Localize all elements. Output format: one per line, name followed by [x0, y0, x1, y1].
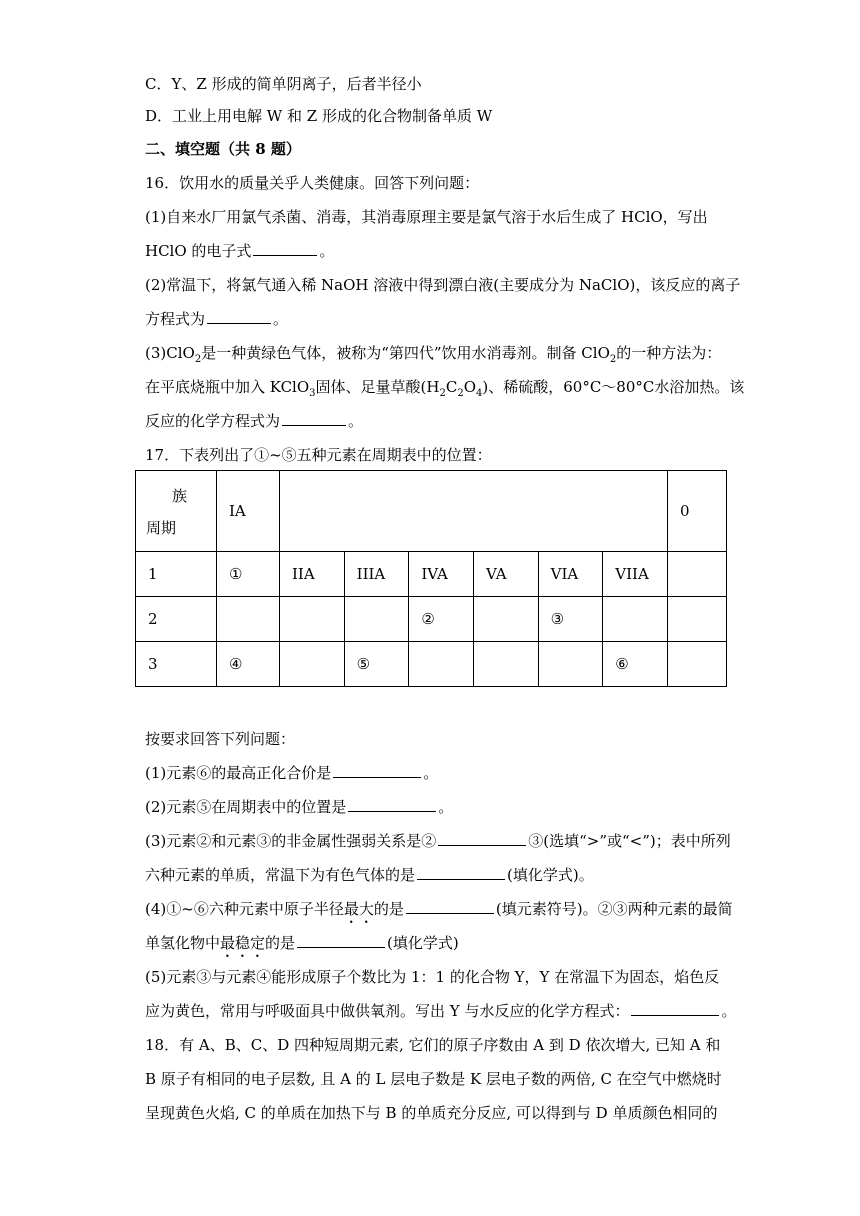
- corner-cell: [136, 471, 217, 552]
- emphasis-text: 最大: [343, 900, 374, 918]
- q17-stem: 17．下表列出了①~⑤五种元素在周期表中的位置：: [145, 446, 492, 464]
- element-cell: ③: [538, 597, 603, 642]
- q16-part3-line2: 在平底烧瓶中加入 KClO$_3$固体、足量草酸$(H_2C_2O_4)$、稀硫酸，60°C～80°C水浴加热。该: [145, 378, 745, 399]
- q17-part2: (2)元素⑤在周期表中的位置是 。: [145, 798, 454, 816]
- option-c: C．Y、Z 形成的简单阴离子，后者半径小: [145, 75, 422, 93]
- answer-blank[interactable]: [253, 241, 317, 256]
- period-label: 2: [136, 597, 217, 642]
- period-label: 1: [136, 552, 217, 597]
- answer-blank[interactable]: [297, 933, 385, 948]
- element-cell: [473, 597, 538, 642]
- element-cell: [473, 642, 538, 687]
- q17-part4-line1: (4)①~⑥六种元素中原子半径最大的是 (填元素符号)。②③两种元素的最简: [145, 900, 733, 918]
- q16-part2-line1: (2)常温下，将氯气通入稀 NaOH 溶液中得到漂白液(主要成分为 NaClO)，该反应的离子: [145, 276, 741, 294]
- answer-blank[interactable]: [406, 899, 494, 914]
- q17-part3-line1: (3)元素②和元素③的非金属性强弱关系是② ③(选填“>”或“<”)；表中所列: [145, 832, 731, 850]
- answer-blank[interactable]: [333, 763, 421, 778]
- element-cell: [280, 642, 345, 687]
- answer-blank[interactable]: [438, 831, 526, 846]
- q17-part5-line1: (5)元素③与元素④能形成原子个数比为 1：1 的化合物 Y，Y 在常温下为固态，焰色反: [145, 968, 720, 986]
- section-title: 二、填空题（共 8 题）: [145, 140, 301, 158]
- element-cell: [409, 642, 474, 687]
- element-cell: ②: [409, 597, 474, 642]
- q17-part3-line2: 六种元素的单质，常温下为有色气体的是 (填化学式)。: [145, 866, 594, 884]
- answer-blank[interactable]: [282, 411, 346, 426]
- element-cell: ④: [217, 642, 280, 687]
- q16-stem: 16．饮用水的质量关乎人类健康。回答下列问题：: [145, 174, 480, 192]
- q17-part1: (1)元素⑥的最高正化合价是 。: [145, 764, 439, 782]
- periodic-table: [135, 470, 727, 687]
- q18-line3: 呈现黄色火焰, C 的单质在加热下与 B 的单质充分反应, 可以得到与 D 单质颜色相同的: [145, 1104, 718, 1122]
- element-cell: [668, 642, 727, 687]
- element-cell: ⑥: [603, 642, 668, 687]
- q16-part1-line2: HClO 的电子式 。: [145, 242, 335, 260]
- q17-part4-line2: 单氢化物中最稳定的是 (填化学式): [145, 934, 459, 952]
- element-cell: [538, 642, 603, 687]
- answer-blank[interactable]: [631, 1001, 719, 1016]
- group-ia-header: IA: [217, 471, 280, 552]
- q16-part3-line1: (3)ClO$_2$是一种黄绿色气体，被称为“第四代”饮用水消毒剂。制备 ClO$_2$的一种方法为：: [145, 344, 722, 365]
- answer-blank[interactable]: [417, 865, 505, 880]
- corner-period-label: 周期: [146, 519, 177, 537]
- element-cell: [344, 597, 409, 642]
- q17-instruction: 按要求回答下列问题：: [145, 730, 296, 748]
- element-cell: ①: [217, 552, 280, 597]
- emphasis-text: 最稳定: [220, 934, 266, 952]
- group-header: IIA: [280, 552, 345, 597]
- element-cell: [668, 552, 727, 597]
- option-d: D．工业上用电解 W 和 Z 形成的化合物制备单质 W: [145, 107, 493, 125]
- answer-blank[interactable]: [207, 309, 271, 324]
- group-header: IIIA: [344, 552, 409, 597]
- q17-part5-line2: 应为黄色，常用与呼吸面具中做供氧剂。写出 Y 与水反应的化学方程式： 。: [145, 1002, 737, 1020]
- group-header: VIIA: [603, 552, 668, 597]
- element-cell: [280, 597, 345, 642]
- q18-line2: B 原子有相同的电子层数, 且 A 的 L 层电子数是 K 层电子数的两倍, C 在空气中燃烧时: [145, 1070, 722, 1088]
- q16-part2-line2: 方程式为 。: [145, 310, 289, 328]
- corner-group-label: 族: [172, 487, 188, 505]
- group-header: VIA: [538, 552, 603, 597]
- header-blank: [280, 471, 668, 552]
- element-cell: [668, 597, 727, 642]
- answer-blank[interactable]: [348, 797, 436, 812]
- group-header: IVA: [409, 552, 474, 597]
- element-cell: [217, 597, 280, 642]
- q16-part1-line1: (1)自来水厂用氯气杀菌、消毒，其消毒原理主要是氯气溶于水后生成了 HClO，写出: [145, 208, 708, 226]
- group-header: VA: [473, 552, 538, 597]
- element-cell: ⑤: [344, 642, 409, 687]
- period-label: 3: [136, 642, 217, 687]
- q18-line1: 18．有 A、B、C、D 四种短周期元素, 它们的原子序数由 A 到 D 依次增大, 已知 A 和: [145, 1036, 721, 1054]
- q16-part3-line3: 反应的化学方程式为 。: [145, 412, 364, 430]
- element-cell: [603, 597, 668, 642]
- group-zero-header: 0: [668, 471, 727, 552]
